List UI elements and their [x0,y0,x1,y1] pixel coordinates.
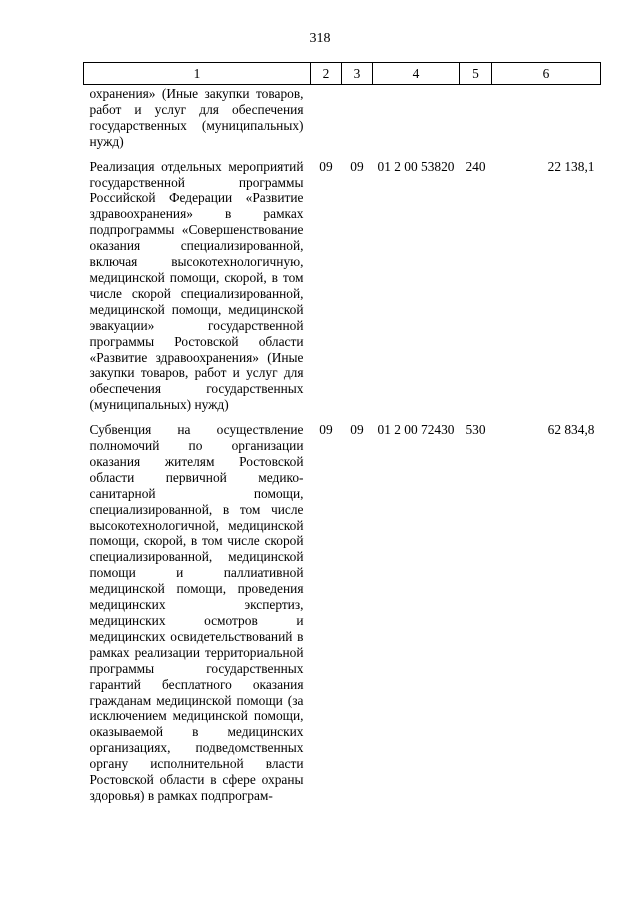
row-amount: 22 138,1 [547,158,595,174]
header-col-2: 2 [311,63,342,85]
row-expense-type [460,85,492,150]
table-row [84,150,601,414]
table-row [84,85,601,150]
row-expense-type: 530 [465,422,486,438]
header-col-6: 6 [492,63,601,85]
header-col-1: 1 [84,63,311,85]
budget-table [83,62,601,804]
row-amount [492,85,601,150]
row-target-code: 01 2 00 53820 [377,158,455,174]
row-subsection: 09 [350,158,364,174]
header-col-3: 3 [342,63,373,85]
row-target-code: 01 2 00 72430 [377,422,455,438]
table-header-row [84,63,601,85]
row-amount: 62 834,8 [547,422,595,438]
row-subsection [342,85,373,150]
row-description: Субвенция на осуществление полномочий по организации оказания жителям Ростовской области первичной медико-санитарной помощи, специализированной, в том числе высокотехнологичной, медицинской помощи, скорой, в том числе скорой специализированной, медицинской помощи и паллиативной медицинской помощи, проведения медицинских экспертиз, медицинских осмотров и медицинских освидетельствований в рамках реализации территориальной программы государственных гарантий бесплатного оказания гражданам медицинской помощи (за исключением медицинской помощи, оказываемой в медицинских организациях, подведомственных органу исполнительной власти Ростовской области в сфере охраны здоровья) в рамках подпрограм- [89,422,304,803]
header-col-4: 4 [373,63,460,85]
row-section: 09 [319,422,333,438]
row-expense-type: 240 [465,158,486,174]
row-description: охранения» (Иные закупки товаров, работ и услуг для обеспечения государственных (муниципальных) нужд) [89,86,304,149]
row-target-code [373,85,460,150]
row-description: Реализация отдельных мероприятий государственной программы Российской Федерации «Развитие здравоохранения» в рамках подпрограммы «Совершенствование оказания специализированной, включая высокотехнологичную, медицинской помощи, скорой, в том числе скорой специализированной, медицинской помощи, медицинской эвакуации» государственной программы Ростовской области «Развитие здравоохранения» (Иные закупки товаров, работ и услуг для обеспечения государственных (муниципальных) нужд) [89,158,304,413]
row-section [311,85,342,150]
row-subsection: 09 [350,422,364,438]
table-row [84,413,601,804]
page-number: 318 [309,31,331,46]
header-col-5: 5 [460,63,492,85]
row-section: 09 [319,158,333,174]
